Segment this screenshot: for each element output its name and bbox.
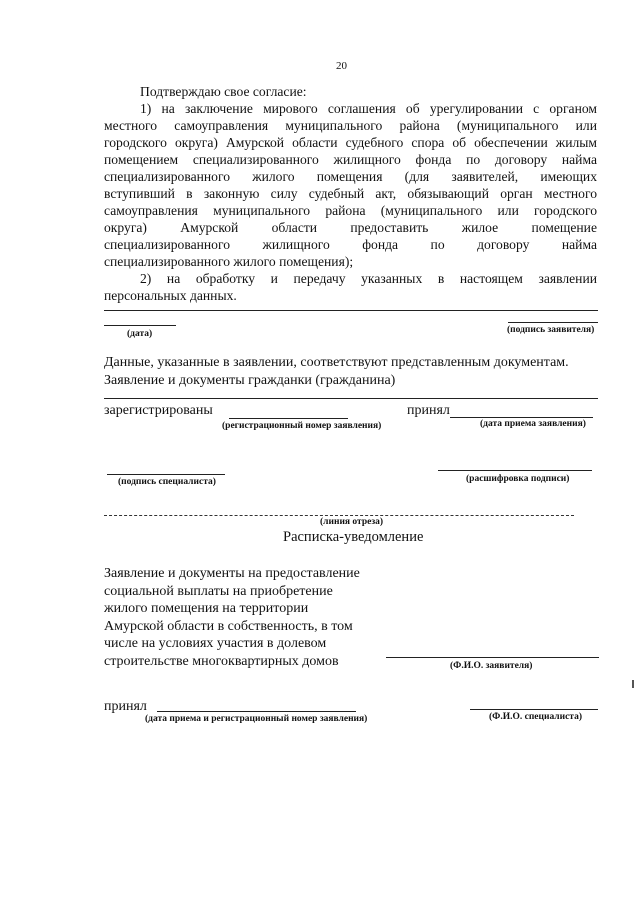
specialist-name-line[interactable] (470, 709, 598, 710)
registered-label: зарегистрированы (104, 403, 213, 418)
specialist-signature-caption: (подпись специалиста) (118, 477, 216, 487)
consent-item1-line: помещением специализированного жилищного фонда по договору найма (104, 152, 597, 167)
consent-heading: Подтверждаю свое согласие: (140, 84, 307, 99)
receipt-accept-caption: (дата приема и регистрационный номер заявления) (145, 714, 368, 724)
receipt-title: Расписка-уведомление (283, 529, 424, 545)
receipt-text-line: социальной выплаты на приобретение (104, 583, 333, 599)
receipt-text-line: жилого помещения на территории (104, 601, 309, 616)
consent-item1-line: специализированного жилого помещения (для заявителей, имеющих (104, 169, 597, 184)
receipt-accepted-label: принял (104, 699, 147, 714)
verification-line: Данные, указанные в заявлении, соответствуют представленным документам. (104, 355, 569, 370)
date-caption: (дата) (127, 329, 153, 339)
signature-decoding-line[interactable] (438, 470, 592, 471)
receipt-text-line: Заявление и документы на предоставление (104, 566, 360, 581)
reg-number-caption: (регистрационный номер заявления) (222, 421, 382, 431)
receipt-text-line: числе на условиях участия в долевом (104, 636, 327, 651)
applicant-signature-line[interactable] (508, 322, 598, 323)
citizen-name-line[interactable] (104, 398, 598, 399)
consent-item1-line: вступивший в законную силу судебный акт, обязывающий орган местного (104, 186, 597, 201)
consent-item1-line: самоуправления муниципального района (муниципального или городского (104, 203, 597, 218)
consent-item1-line: 1) на заключение мирового соглашения об урегулировании с органом (140, 101, 597, 116)
applicant-signature-caption: (подпись заявителя) (507, 325, 595, 335)
signature-decoding-caption: (расшифровка подписи) (466, 474, 570, 484)
consent-item2-line: 2) на обработку и передачу указанных в настоящем заявлении (140, 271, 597, 286)
receipt-text-line: Амурской области в собственность, в том (104, 618, 353, 634)
specialist-signature-line[interactable] (107, 474, 225, 475)
consent-item1-line: специализированного жилищного фонда по договору найма (104, 237, 597, 252)
receipt-text (104, 565, 394, 670)
consent-item1-line: округа) Амурской области предоставить жилое помещение (104, 220, 597, 235)
reg-number-line[interactable] (229, 418, 348, 419)
applicant-name-line[interactable] (386, 657, 599, 658)
specialist-name-caption: (Ф.И.О. специалиста) (489, 712, 583, 722)
date-line[interactable] (104, 325, 176, 326)
margin-mark (632, 680, 634, 688)
page-number: 20 (336, 60, 347, 72)
consent-item1-line: местного самоуправления муниципального района (муниципального или (104, 118, 597, 133)
consent-item1-line: городского округа) Амурской области судебного спора об обеспечении жилым (104, 135, 597, 150)
consent-item1-line: специализированного жилого помещения); (104, 254, 354, 269)
receipt-accept-line[interactable] (157, 711, 356, 712)
accept-date-line[interactable] (450, 417, 593, 418)
receipt-text-line: строительстве многоквартирных домов (104, 653, 339, 669)
accept-date-caption: (дата приема заявления) (480, 419, 586, 429)
accepted-label: принял (407, 403, 450, 418)
consent-item2-line: персональных данных. (104, 288, 237, 303)
fill-line (104, 310, 598, 311)
cut-line-caption: (линия отреза) (320, 517, 384, 527)
cut-line (104, 515, 574, 516)
applicant-name-caption: (Ф.И.О. заявителя) (450, 661, 533, 671)
verification-line: Заявление и документы гражданки (гражданина) (104, 373, 396, 388)
